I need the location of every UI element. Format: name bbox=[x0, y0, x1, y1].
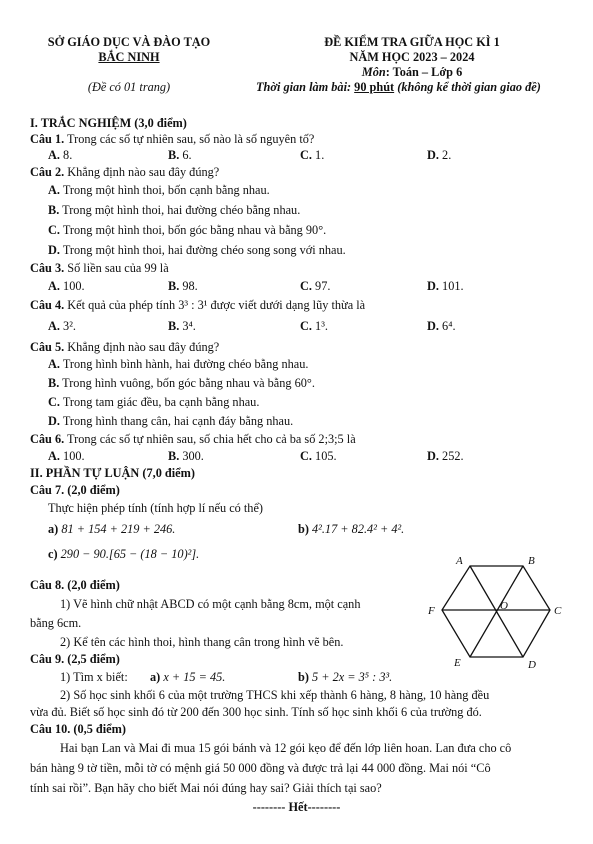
label-F: F bbox=[428, 605, 435, 617]
time-line bbox=[256, 80, 541, 95]
q7-part-b: b) 4².17 + 82.4² + 4². bbox=[298, 522, 405, 536]
time-note: (không kể thời gian giao đề) bbox=[397, 80, 541, 94]
time-label: Thời gian làm bài: bbox=[256, 80, 352, 94]
q9-part1: 1) Tìm x biết: bbox=[60, 670, 128, 684]
q9-part1-a: a) x + 15 = 45. bbox=[150, 670, 226, 684]
question-3: Câu 3. Số liền sau của 99 là bbox=[30, 261, 169, 275]
q7-part-c: c) 290 − 90.[65 − (18 − 10)²]. bbox=[48, 547, 200, 561]
q9-part2-line2: vừa đủ. Biết số học sinh đó từ 200 đến 300 học sinh. Tính số học sinh khối 6 của trường đó. bbox=[30, 705, 482, 719]
q9-label: Câu 9. (2,5 điểm) bbox=[30, 652, 120, 666]
label-B: B bbox=[528, 555, 535, 567]
q2-option-d: D. Trong một hình thoi, hai đường chéo song song với nhau. bbox=[48, 243, 346, 257]
q9-part2-line1: 2) Số học sinh khối 6 của một trường THCS khi xếp thành 6 hàng, 8 hàng, 10 hàng đều bbox=[60, 688, 490, 702]
q1-option-d: D. 2. bbox=[427, 148, 452, 162]
question-5: Câu 5. Khẳng định nào sau đây đúng? bbox=[30, 340, 220, 354]
q7-label: Câu 7. (2,0 điểm) bbox=[30, 483, 120, 497]
q6-option-d: D. 252. bbox=[427, 449, 464, 463]
q5-option-b: B. Trong hình vuông, bốn góc bằng nhau và bằng 60°. bbox=[48, 376, 315, 390]
school-year: NĂM HỌC 2023 – 2024 bbox=[349, 50, 475, 64]
q6-option-a: A. 100. bbox=[48, 449, 85, 463]
header-department: SỞ GIÁO DỤC VÀ ĐÀO TẠO bbox=[47, 35, 211, 49]
part1-title: I. TRẮC NGHIỆM (3,0 điểm) bbox=[30, 116, 187, 130]
q9-part1-b: b) 5 + 2x = 3⁵ : 3³. bbox=[298, 670, 393, 684]
q6-option-c: C. 105. bbox=[300, 449, 337, 463]
q10-line3: tính sai rồi”. Bạn hãy cho biết Mai nói đúng hay sai? Giải thích tại sao? bbox=[30, 781, 382, 795]
label-A: A bbox=[456, 555, 463, 567]
part2-title: II. PHẦN TỰ LUẬN (7,0 điểm) bbox=[30, 466, 195, 480]
q1-option-a: A. 8. bbox=[48, 148, 73, 162]
q3-option-a: A. 100. bbox=[48, 279, 85, 293]
q5-option-c: C. Trong tam giác đều, ba cạnh bằng nhau. bbox=[48, 395, 260, 409]
q2-option-c: C. Trong một hình thoi, bốn góc bằng nhau và bằng 90°. bbox=[48, 223, 327, 237]
q1-label: Câu 1. bbox=[30, 132, 65, 146]
q5-option-a: A. Trong hình bình hành, hai đường chéo bằng nhau. bbox=[48, 357, 309, 371]
q1-text: Trong các số tự nhiên sau, số nào là số nguyên tố? bbox=[64, 132, 315, 146]
label-D: D bbox=[528, 659, 536, 671]
label-O: O bbox=[500, 600, 508, 612]
q8-part1-line2: bằng 6cm. bbox=[30, 616, 82, 630]
q2-option-a: A. Trong một hình thoi, bốn cạnh bằng nhau. bbox=[48, 183, 270, 197]
q7-intro: Thực hiện phép tính (tính hợp lí nếu có thể) bbox=[48, 501, 263, 515]
label-C: C bbox=[554, 605, 562, 617]
header-page-count: (Đề có 01 trang) bbox=[87, 80, 171, 94]
exam-title: ĐỀ KIỂM TRA GIỮA HỌC KÌ 1 bbox=[324, 35, 500, 49]
q5-option-d: D. Trong hình thang cân, hai cạnh đáy bằng nhau. bbox=[48, 414, 294, 428]
q3-option-b: B. 98. bbox=[168, 279, 198, 293]
end-marker: -------- Hết-------- bbox=[252, 800, 341, 814]
hexagon-figure bbox=[420, 552, 580, 672]
subject-value: : Toán – Lớp 6 bbox=[385, 65, 463, 79]
question-1 bbox=[30, 132, 314, 147]
q3-option-d: D. 101. bbox=[427, 279, 464, 293]
q7-part-a: a) 81 + 154 + 219 + 246. bbox=[48, 522, 176, 536]
q6-option-b: B. 300. bbox=[168, 449, 204, 463]
q8-label: Câu 8. (2,0 điểm) bbox=[30, 578, 120, 592]
q1-option-b: B. 6. bbox=[168, 148, 192, 162]
q8-part1-line1: 1) Vẽ hình chữ nhật ABCD có một cạnh bằng 8cm, một cạnh bbox=[60, 597, 361, 611]
q2-option-b: B. Trong một hình thoi, hai đường chéo bằng nhau. bbox=[48, 203, 301, 217]
q4-option-d: D. 6⁴. bbox=[427, 319, 456, 333]
header-province: BẮC NINH bbox=[98, 50, 160, 64]
time-value: 90 phút bbox=[354, 80, 395, 94]
label-E: E bbox=[454, 657, 461, 669]
q10-line1: Hai bạn Lan và Mai đi mua 15 gói bánh và 12 gói kẹo để đến lớp liên hoan. Lan đưa cho cô bbox=[60, 741, 512, 755]
question-4: Câu 4. Kết quả của phép tính 3³ : 3¹ được viết dưới dạng lũy thừa là bbox=[30, 298, 366, 312]
question-2: Câu 2. Khẳng định nào sau đây đúng? bbox=[30, 165, 220, 179]
q1-option-c: C. 1. bbox=[300, 148, 325, 162]
q4-option-b: B. 3⁴. bbox=[168, 319, 196, 333]
q8-part2: 2) Kể tên các hình thoi, hình thang cân trong hình vẽ bên. bbox=[60, 635, 344, 649]
subject-label: Môn bbox=[361, 65, 386, 79]
q10-label: Câu 10. (0,5 điểm) bbox=[30, 722, 126, 736]
q4-option-a: A. 3². bbox=[48, 319, 76, 333]
q4-option-c: C. 1³. bbox=[300, 319, 328, 333]
question-6: Câu 6. Trong các số tự nhiên sau, số chia hết cho cả ba số 2;3;5 là bbox=[30, 432, 356, 446]
q3-option-c: C. 97. bbox=[300, 279, 331, 293]
q10-line2: bán hàng 9 tờ tiền, mỗi tờ có mệnh giá 50 000 đồng và được trả lại 44 000 đồng. Mai nói “Cô bbox=[30, 761, 491, 775]
subject-line bbox=[262, 65, 562, 80]
